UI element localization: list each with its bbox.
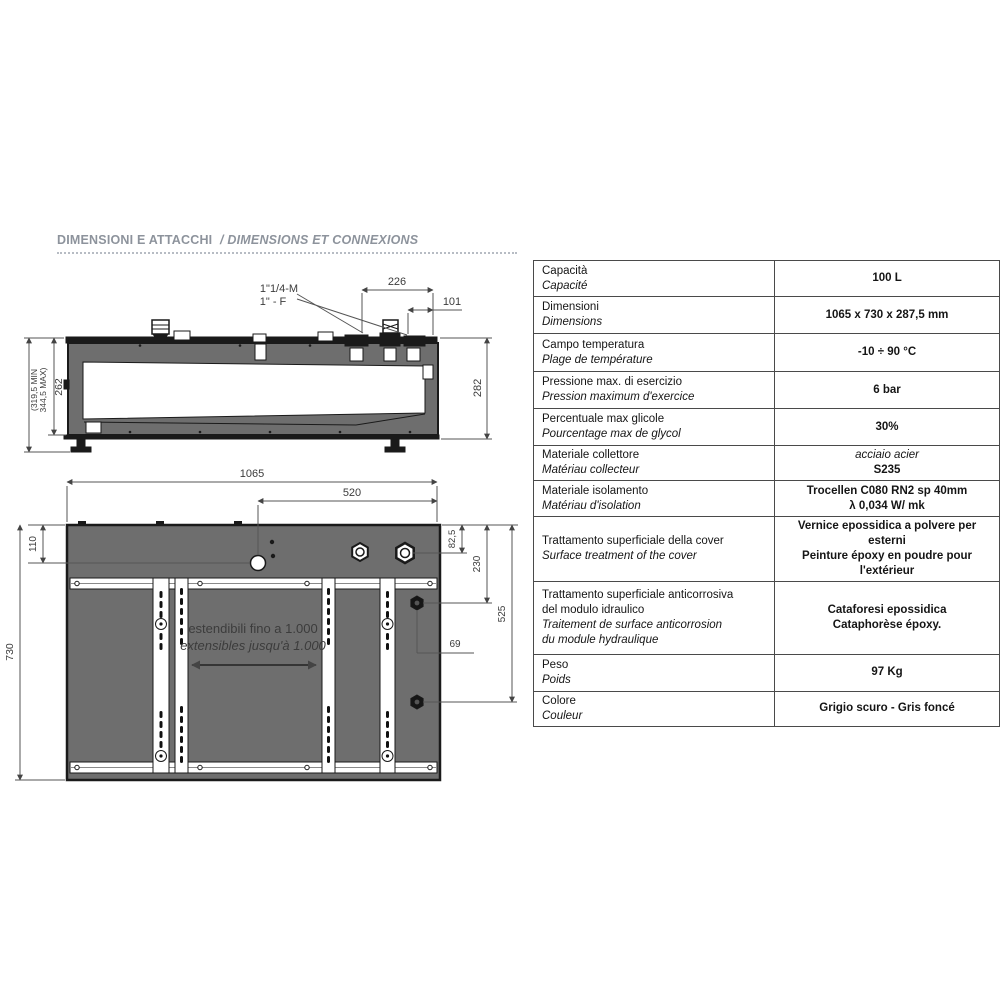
spec-row-capacity xyxy=(534,261,1000,297)
spec-row-dimensions xyxy=(534,297,1000,334)
spec-value-line: l'extérieur xyxy=(859,564,915,577)
spec-value-line: acciaio acier xyxy=(855,449,919,462)
spec-label-line: del modulo idraulico xyxy=(542,603,645,616)
spec-row-color xyxy=(534,691,1000,726)
dim-110-label: 110 xyxy=(28,536,39,552)
spec-label-line: Plage de température xyxy=(542,353,653,366)
spec-label-line: Materiale collettore xyxy=(542,449,640,462)
fitting-size-label-line1: 1"1/4-M xyxy=(259,283,299,295)
spec-label-cell xyxy=(534,691,775,726)
spec-label-line: Pression maximum d'exercice xyxy=(542,391,695,403)
spec-value-cell xyxy=(775,297,1000,334)
spec-label-line: Dimensioni xyxy=(542,301,599,314)
spec-value-cell xyxy=(775,517,1000,582)
spec-value-cell xyxy=(775,654,1000,691)
spec-label-cell xyxy=(534,654,775,691)
spec-value-cell xyxy=(775,581,1000,654)
spec-row-collector-material xyxy=(534,446,1000,481)
spec-label-line: Poids xyxy=(542,673,571,686)
spec-value-line: Cataforesi epossidica xyxy=(827,603,947,616)
spec-value-cell xyxy=(775,691,1000,726)
spec-label-line: Colore xyxy=(542,694,576,707)
spec-label-line: Materiale isolamento xyxy=(542,484,649,497)
spec-label-cell xyxy=(534,517,775,582)
section-title-italian: DIMENSIONI E ATTACCHI xyxy=(57,233,213,247)
spec-row-anticorrosion-treatment xyxy=(534,581,1000,654)
side-view-body xyxy=(64,337,439,452)
spec-value-line: Grigio scuro - Gris foncé xyxy=(819,702,955,715)
spec-label-line: Surface treatment of the cover xyxy=(542,549,697,562)
spec-table xyxy=(533,260,1000,727)
dim-730-label: 730 xyxy=(4,643,16,661)
spec-row-max-glycol xyxy=(534,409,1000,446)
spec-label-cell xyxy=(534,297,775,334)
dim-82-5-label: 82,5 xyxy=(447,529,458,549)
spec-row-cover-surface-treatment xyxy=(534,517,1000,582)
spec-label-line: Matériau collecteur xyxy=(542,464,640,476)
spec-value-line: 30% xyxy=(875,420,899,433)
spec-label-cell xyxy=(534,409,775,446)
spec-value-line: λ 0,034 W/ mk xyxy=(849,499,925,512)
dim-1065-label: 1065 xyxy=(239,468,265,480)
spec-label-cell xyxy=(534,261,775,297)
spec-label-cell xyxy=(534,334,775,372)
spec-value-cell xyxy=(775,446,1000,481)
spec-row-weight xyxy=(534,654,1000,691)
fitting-size-label-line2: 1" - F xyxy=(259,296,287,308)
spec-value-line: -10 ÷ 90 °C xyxy=(857,346,917,359)
spec-label-line: Percentuale max glicole xyxy=(542,413,665,426)
spec-value-cell xyxy=(775,261,1000,297)
extendable-note-french: extensibles jusqu'à 1.000 xyxy=(180,638,326,653)
dim-226-label: 226 xyxy=(387,276,407,288)
dim-262-label: 262 xyxy=(53,378,65,396)
dim-height-max-label: 344,5 MAX) xyxy=(38,367,48,413)
dim-69-label: 69 xyxy=(449,639,461,650)
spec-row-temperature-range xyxy=(534,334,1000,372)
spec-label-line: Matériau d'isolation xyxy=(542,499,641,512)
spec-row-max-pressure xyxy=(534,372,1000,409)
spec-label-line: Trattamento superficiale anticorrosiva xyxy=(542,588,734,601)
spec-label-line: Capacità xyxy=(542,264,588,277)
dim-520-label: 520 xyxy=(342,487,362,499)
section-title xyxy=(57,233,517,254)
dim-525-label: 525 xyxy=(497,605,508,623)
spec-value-line: Cataphorèse époxy. xyxy=(832,618,942,631)
spec-value-line: Trocellen C080 RN2 sp 40mm xyxy=(806,484,968,497)
spec-value-line: 97 Kg xyxy=(871,666,903,679)
dim-101-label: 101 xyxy=(442,296,462,308)
spec-value-line: Vernice epossidica a polvere per esterni xyxy=(797,520,977,547)
section-title-french: / DIMENSIONS ET CONNEXIONS xyxy=(220,233,419,247)
spec-label-cell xyxy=(534,446,775,481)
spec-label-cell xyxy=(534,581,775,654)
spec-value-cell xyxy=(775,334,1000,372)
spec-label-line: Pressione max. di esercizio xyxy=(542,376,682,389)
spec-value-cell xyxy=(775,481,1000,517)
spec-label-line: Campo temperatura xyxy=(542,338,645,351)
spec-label-line: Peso xyxy=(542,658,569,671)
spec-label-line: Trattamento superficiale della cover xyxy=(542,534,724,547)
spec-label-line: Pourcentage max de glycol xyxy=(542,428,681,440)
spec-value-line: 6 bar xyxy=(873,383,901,396)
spec-label-line: Couleur xyxy=(542,709,583,722)
spec-value-cell xyxy=(775,372,1000,409)
spec-label-line: du module hydraulique xyxy=(542,633,659,646)
spec-label-cell xyxy=(534,481,775,517)
spec-value-line: Peinture époxy en poudre pour xyxy=(802,549,972,562)
spec-row-insulation-material xyxy=(534,481,1000,517)
spec-label-line: Traitement de surface anticorrosion xyxy=(542,618,723,631)
extendable-note-italian: estendibili fino a 1.000 xyxy=(188,621,318,636)
dim-230-label: 230 xyxy=(472,555,483,573)
spec-value-line: 100 L xyxy=(872,272,902,285)
spec-label-line: Capacité xyxy=(542,279,588,292)
dim-282-label: 282 xyxy=(472,378,484,398)
spec-value-line: 1065 x 730 x 287,5 mm xyxy=(825,308,949,321)
spec-value-line: S235 xyxy=(873,464,901,476)
plan-view-drawing xyxy=(0,460,530,790)
dim-height-min-label: (319,5 MIN xyxy=(29,368,39,412)
spec-value-cell xyxy=(775,409,1000,446)
spec-label-cell xyxy=(534,372,775,409)
spec-label-line: Dimensions xyxy=(542,316,603,328)
